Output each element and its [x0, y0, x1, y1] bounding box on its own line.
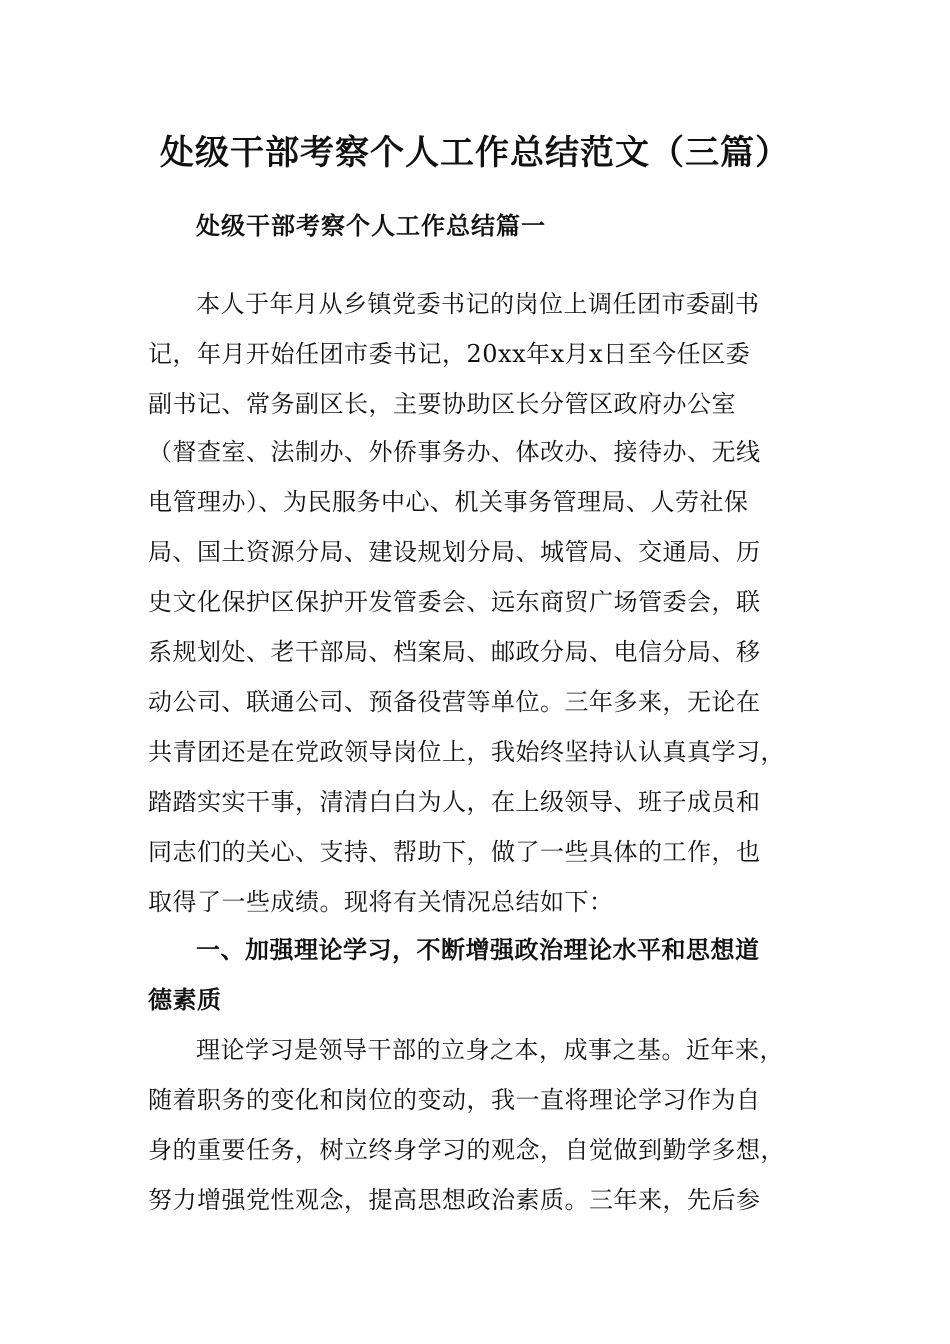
- paragraph-line: 随着职务的变化和岗位的变动，我一直将理论学习作为自: [148, 1086, 761, 1114]
- heading-line: 德素质: [148, 985, 222, 1014]
- paragraph-line: 踏踏实实干事，清清白白为人，在上级领导、班子成员和: [148, 788, 761, 816]
- paragraph-line: （督查室、法制办、外侨事务办、体改办、接待办、无线: [148, 438, 761, 466]
- paragraph-line: 取得了一些成绩。现将有关情况总结如下：: [148, 888, 614, 916]
- section-title: 处级干部考察个人工作总结篇一: [196, 211, 546, 240]
- paragraph-line: 局、国土资源分局、建设规划分局、城管局、交通局、历: [148, 538, 761, 566]
- paragraph-line: 史文化保护区保护开发管委会、远东商贸广场管委会，联: [148, 588, 761, 616]
- paragraph-line: 同志们的关心、支持、帮助下，做了一些具体的工作，也: [148, 838, 761, 866]
- paragraph-line: 系规划处、老干部局、档案局、邮政分局、电信分局、移: [148, 638, 761, 666]
- paragraph-line: 记，年月开始任团市委书记，20xx年x月x日至今任区委: [148, 340, 751, 368]
- paragraph-line: 电管理办）、为民服务中心、机关事务管理局、人劳社保: [148, 488, 749, 516]
- paragraph-line: 身的重要任务，树立终身学习的观念，自觉做到勤学多想，: [148, 1136, 785, 1164]
- paragraph-line: 动公司、联通公司、预备役营等单位。三年多来，无论在: [148, 688, 761, 716]
- paragraph-line: 理论学习是领导干部的立身之本，成事之基。近年来，: [196, 1036, 784, 1064]
- heading-line: 一、加强理论学习，不断增强政治理论水平和思想道: [196, 935, 760, 964]
- document-title: 处级干部考察个人工作总结范文（三篇）: [160, 133, 790, 173]
- paragraph-line: 努力增强党性观念，提高思想政治素质。三年来，先后参: [148, 1186, 761, 1214]
- paragraph-line: 本人于年月从乡镇党委书记的岗位上调任团市委副书: [196, 290, 760, 318]
- paragraph-line: 副书记、常务副区长，主要协助区长分管区政府办公室: [148, 390, 736, 418]
- paragraph-line: 共青团还是在党政领导岗位上，我始终坚持认认真真学习，: [148, 738, 785, 766]
